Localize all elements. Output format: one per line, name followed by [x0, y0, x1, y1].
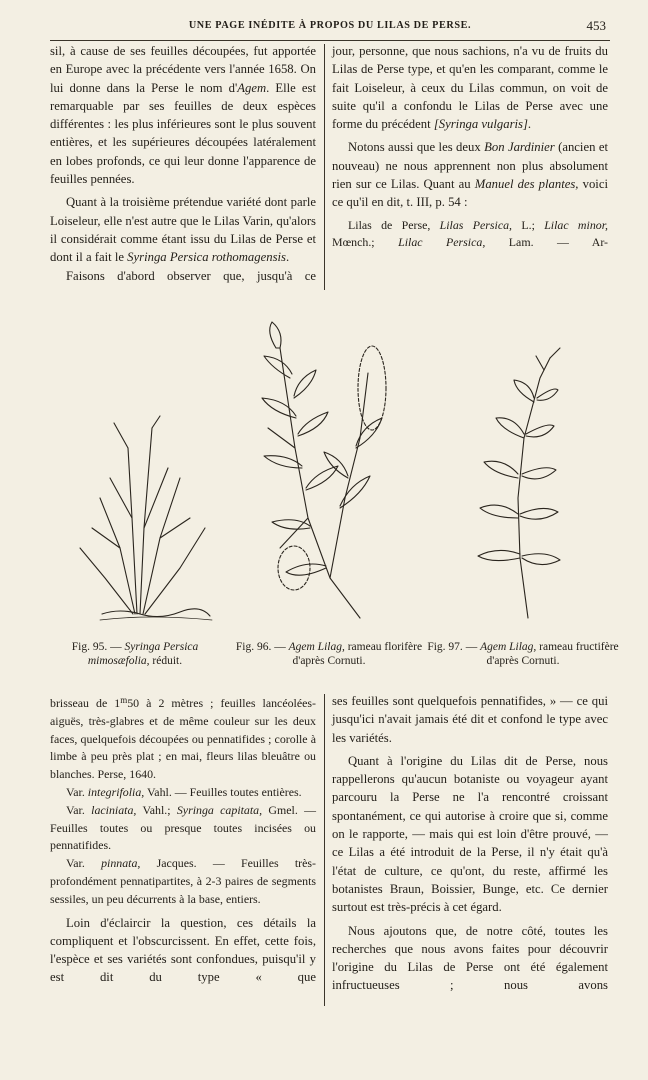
column-top-left [50, 42, 316, 285]
fruiting-branch-illustration [478, 348, 560, 618]
flowering-branch-illustration [262, 322, 386, 618]
figure-caption-96: Fig. 96. — Agem Lilag, rameau florifère d'après Cornuti. [235, 641, 423, 667]
paragraph: Quant à l'origine du Lilas dit de Perse, nous rappellerons qu'aucun botaniste ou voyageur ayant parcouru la Perse ne l'a rencontré croissant spontanément, ce qui autorise à croire que si, comme on le rapporte, — mais qui est loin d'être prouvé, — ce Lilas a été introduit de la Perse, il n'y était qu'à l'état de culture, ce qu'ont, du reste, affirmé les botanistes Braun, Boissier, Bunge, etc. Ce dernier surtout est très-précis à cet égard. [332, 753, 608, 915]
paragraph: Var. pinnata, Jacques. — Feuilles très-profondément pennatipartites, à 2-3 paires de segments sessiles, un peu décurrents à la base, entiers. [50, 856, 317, 906]
figure-caption-97: Fig. 97. — Agem Lilag, rameau fructifère d'après Cornuti. [427, 641, 619, 667]
figure-caption-95: Fig. 95. — Syringa Persica mimosæfolia, réduit. [71, 641, 199, 667]
paragraph: Var. laciniata, Vahl.; Syringa capitata, Gmel. — Feuilles toutes ou presque toutes incisées ou pennatifides. [50, 802, 317, 853]
paragraph: Quant à la troisième prétendue variété dont parle Loiseleur, elle n'est autre que le Lilas Varin, qu'alors il considérait comme étant issu du Lilas de Perse et dont il a fait le Syringa Persica rothomagensis. [50, 195, 316, 265]
paragraph: brisseau de 1$^m$50 à 2 mètres ; feuilles lancéolées-aiguës, très-glabres et de même couleur sur les deux faces, quelquefois découpées ou pennatifides ; corolle à limbe à peu près plat ; en mai, fleurs lilas bleuâtre ou blanches. Perse, 1640. [50, 695, 317, 782]
column-rule-top [324, 44, 325, 290]
shrub-illustration [80, 416, 212, 620]
paragraph: Faisons d'abord observer que, jusqu'à ce [66, 268, 316, 283]
paragraph: Nous ajoutons que, de notre côté, toutes les recherches que nous avons faites pour découvrir l'origine du Lilas de Perse ont été également infructueuses ; nous avons [332, 923, 608, 993]
paragraph: ses feuilles sont quelquefois pennatifides, » — ce qui jusqu'ici n'avait jamais été dit et confond le type avec les variétés. [332, 694, 608, 745]
column-bottom-left [50, 692, 316, 987]
page-number: 453 [586, 18, 606, 33]
paragraph: Notons aussi que les deux Bon Jardinier (ancien et nouveau) ne nous apprennent non plus absolument rien sur ce Lilas. Quant au Manuel des plantes, voici ce qu'il en dit, t. III, p. 54 : [332, 140, 608, 210]
paragraph: Var. integrifolia, Vahl. — Feuilles toutes entières. [66, 784, 302, 799]
paragraph: jour, personne, que nous sachions, n'a vu de fruits du Lilas de Perse type, et qu'en les comparant, comme le fait Loiseleur, à ceux du Lilas commun, on voit de suite qu'il a confondu le Lilas de Perse avec une forme du précédent [Syringa vulgaris]. [332, 44, 608, 132]
column-bottom-right [332, 692, 608, 995]
paragraph: Lilas de Perse, Lilas Persica, L.; Lilac minor, Mœnch.; Lilac Persica, Lam. — Ar- [332, 217, 609, 250]
figures-area [40, 318, 620, 686]
column-rule-bottom [324, 694, 325, 1006]
column-top-right [332, 42, 608, 252]
paragraph: Loin d'éclaircir la question, ces détails la compliquent et l'obscurcissent. En effet, cette fois, l'espèce et ses variétés sont confondues, puisqu'il y est dit du type « que [50, 915, 316, 985]
botanical-illustrations [40, 318, 620, 638]
paragraph: sil, à cause de ses feuilles découpées, fut apportée en Europe avec la précédente vers l'année 1658. On lui donne dans la Perse le nom d'Agem. Elle est remarquable par ses feuilles de deux espèces différentes : les plus inférieures sont le plus souvent entières, et les supérieures découpées latéralement en lobes profonds, ce qui leur donne l'apparence de feuilles pennées. [50, 44, 316, 187]
page-header [50, 20, 610, 41]
running-title: UNE PAGE INÉDITE À PROPOS DU LILAS DE PERSE. [188, 20, 472, 31]
